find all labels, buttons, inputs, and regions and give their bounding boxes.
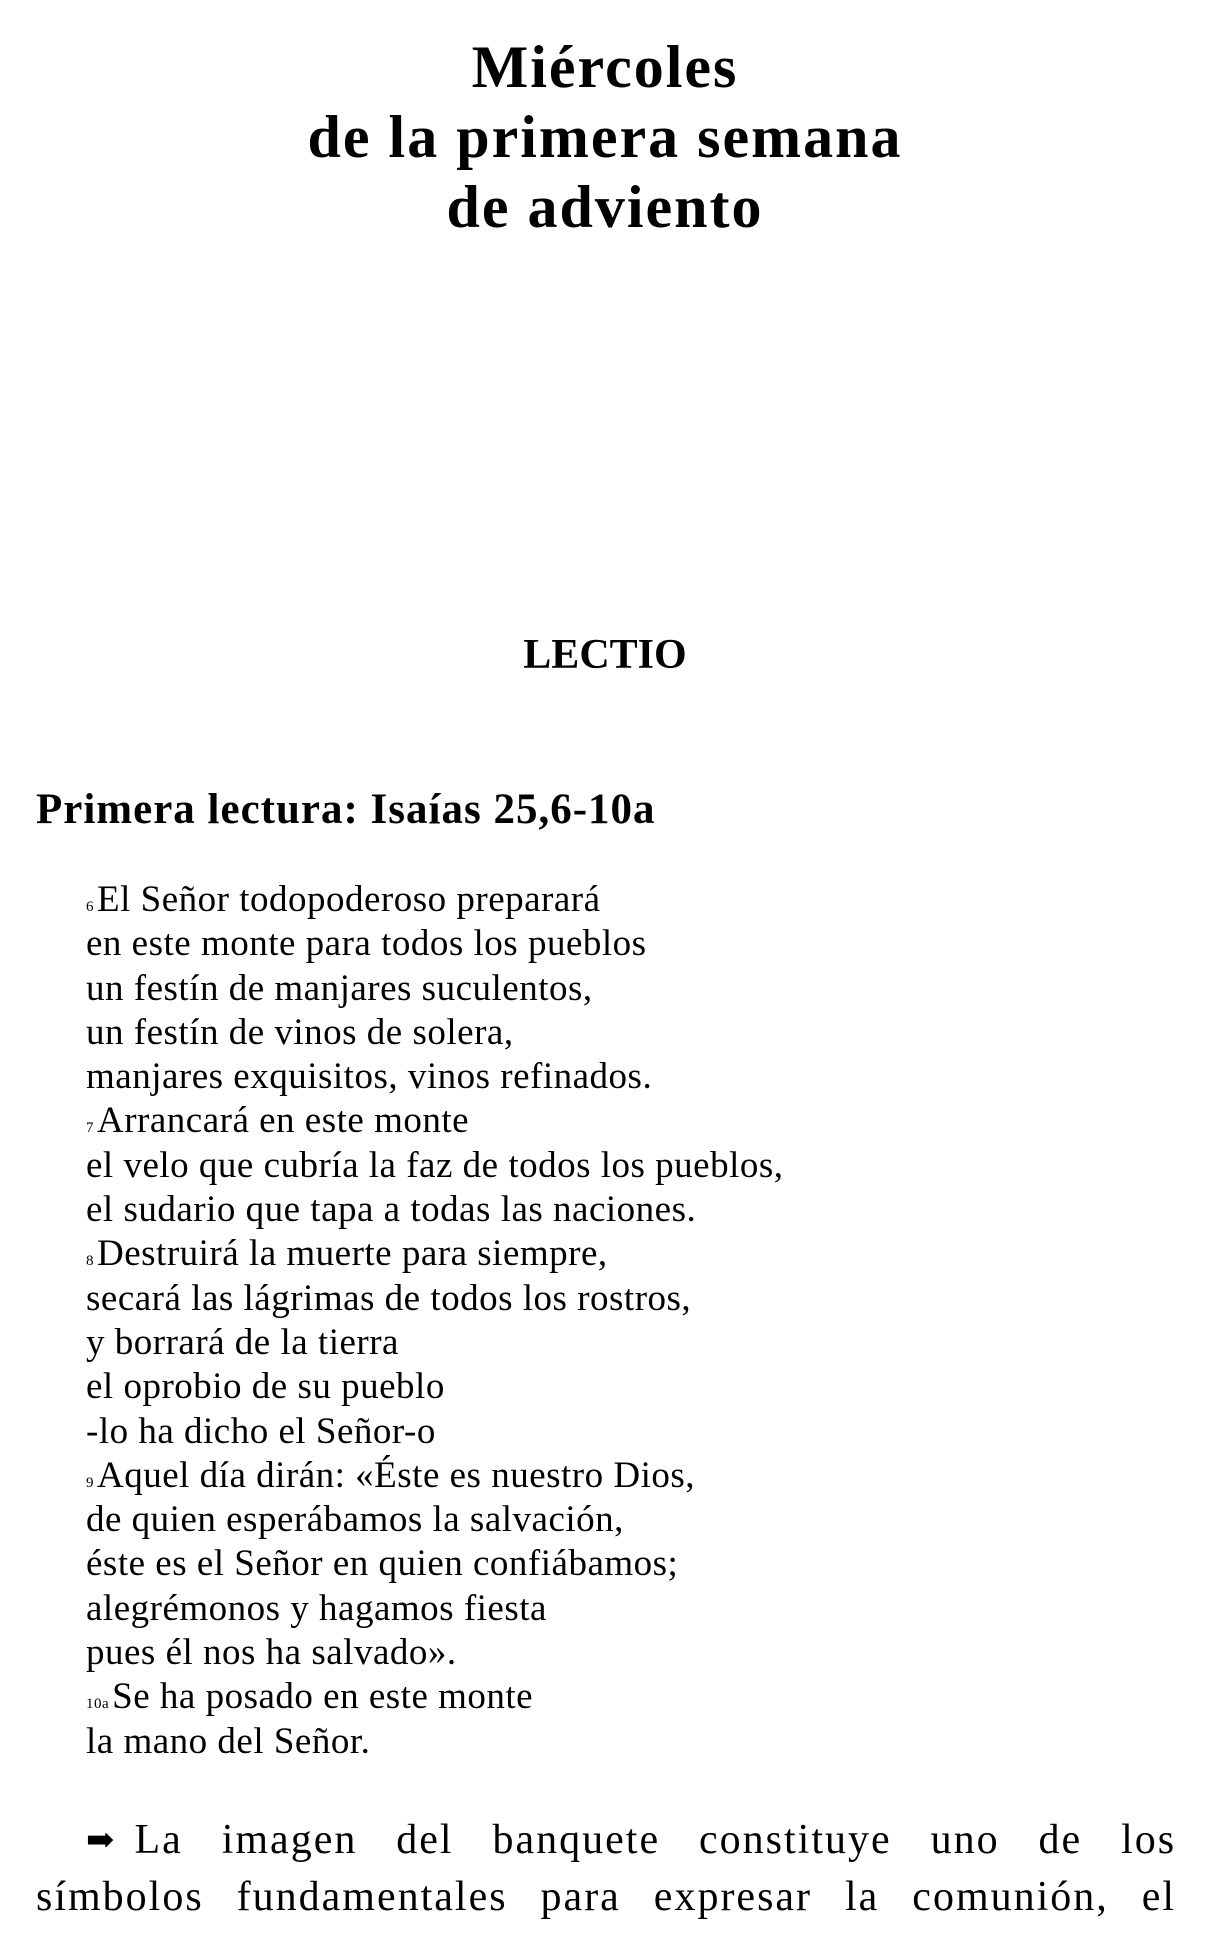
commentary-line-1-content	[86, 1812, 1176, 1869]
verse-text: éste es el Señor en quien confiábamos;	[86, 1543, 679, 1585]
verse-text: El Señor todopoderoso preparará	[97, 879, 601, 920]
verse-text: en este monte para todos los pueblos	[86, 923, 647, 965]
commentary-word: los	[1121, 1817, 1177, 1863]
verse-number: 6	[86, 899, 94, 915]
verse-text: alegrémonos y hagamos fiesta	[86, 1587, 547, 1629]
verse-line	[86, 1454, 784, 1498]
verse-text: el sudario que tapa a todas las naciones.	[86, 1189, 697, 1231]
verse-line	[86, 1410, 784, 1454]
verse-text: el oprobio de su pueblo	[86, 1366, 445, 1408]
commentary-text-2	[36, 1869, 1176, 1925]
commentary-word: uno	[930, 1817, 1000, 1863]
verse-text: de quien esperábamos la salvación,	[86, 1499, 624, 1541]
commentary-word: expresar	[653, 1874, 813, 1920]
commentary-word: el	[1141, 1874, 1177, 1920]
verse-number: 9	[86, 1474, 94, 1491]
commentary-word: comunión,	[912, 1874, 1109, 1920]
verse-number: 7	[86, 1120, 94, 1137]
commentary-word: símbolos	[36, 1874, 204, 1920]
verse-line	[86, 1365, 784, 1409]
verse-line	[86, 1099, 784, 1143]
verse-line	[86, 1011, 784, 1055]
verse-line	[86, 1498, 784, 1542]
commentary-word: La	[134, 1817, 183, 1863]
commentary-line-1	[36, 1812, 1176, 1869]
commentary-word: constituye	[699, 1817, 892, 1863]
commentary-word: banquete	[492, 1817, 661, 1863]
commentary-word: para	[540, 1874, 621, 1920]
commentary-word: imagen	[221, 1817, 358, 1863]
verse-line	[86, 1277, 784, 1321]
verse-text: un festín de manjares suculentos,	[86, 967, 593, 1009]
verse-line	[86, 1720, 784, 1764]
verse-line	[86, 1542, 784, 1586]
page-title	[0, 32, 1210, 242]
verse-line	[86, 1587, 784, 1631]
verse-text: -lo ha dicho el Señor-o	[86, 1410, 436, 1452]
right-arrow-icon: ➡	[86, 1822, 117, 1859]
verse-line	[86, 1675, 784, 1719]
verse-text: Destruirá la muerte para siempre,	[97, 1233, 608, 1275]
commentary-line-2	[36, 1869, 1176, 1925]
verse-number: 10a	[86, 1696, 110, 1713]
reading-title: Primera lectura: Isaías 25,6-10a	[36, 786, 656, 833]
verse-line	[86, 1232, 784, 1276]
verse-line	[86, 967, 784, 1011]
title-line-2: de la primera semana	[307, 104, 903, 170]
commentary-text-1	[135, 1817, 1177, 1863]
scripture-passage	[86, 878, 784, 1764]
verse-line	[86, 1055, 784, 1099]
commentary-paragraph	[36, 1812, 1176, 1925]
verse-line	[86, 878, 784, 922]
verse-line	[86, 1188, 784, 1232]
verse-line	[86, 1144, 784, 1188]
commentary-word: la	[845, 1874, 880, 1920]
verse-line	[86, 922, 784, 966]
verse-line	[86, 1631, 784, 1675]
verse-text: pues él nos ha salvado».	[86, 1632, 457, 1674]
title-line-3: de adviento	[446, 174, 764, 240]
verse-text: secará las lágrimas de todos los rostros,	[86, 1277, 692, 1319]
verse-text: Aquel día dirán: «Éste es nuestro Dios,	[97, 1454, 696, 1496]
verse-text: manjares exquisitos, vinos refinados.	[86, 1056, 653, 1098]
verse-number: 8	[86, 1253, 94, 1270]
verse-text: Arrancará en este monte	[97, 1100, 470, 1142]
verse-line	[86, 1321, 784, 1365]
verse-text: el velo que cubría la faz de todos los pueblos,	[86, 1144, 784, 1186]
verse-text: un festín de vinos de solera,	[86, 1011, 514, 1053]
section-heading: LECTIO	[523, 632, 687, 678]
title-line-1: Miércoles	[471, 34, 739, 100]
verse-text: y borrará de la tierra	[86, 1321, 399, 1363]
commentary-word: del	[396, 1817, 454, 1863]
verse-text: Se ha posado en este monte	[112, 1676, 534, 1718]
commentary-word: fundamentales	[236, 1874, 508, 1920]
commentary-word: de	[1038, 1817, 1083, 1863]
verse-text: la mano del Señor.	[86, 1720, 371, 1762]
